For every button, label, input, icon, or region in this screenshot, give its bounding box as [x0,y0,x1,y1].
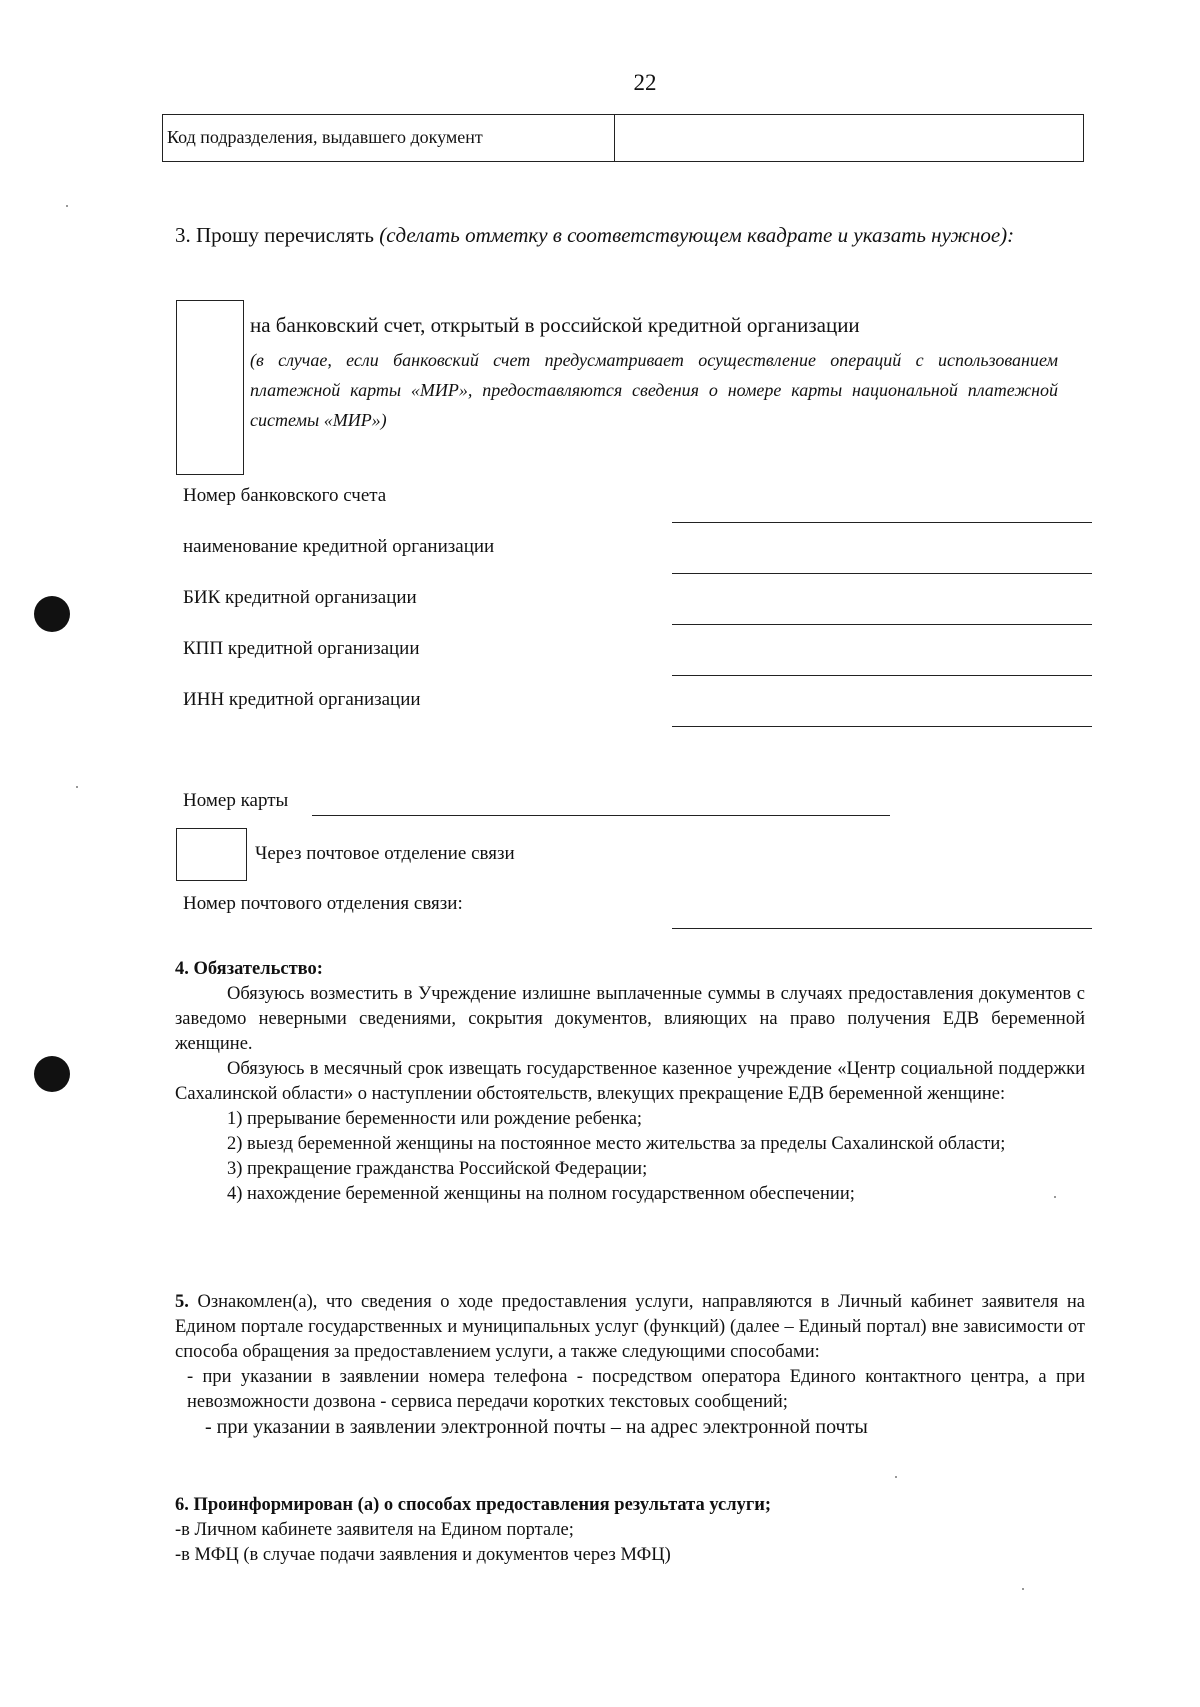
bank-name-input[interactable] [672,573,1092,574]
section-6-item: -в МФЦ (в случае подачи заявления и документов через МФЦ) [175,1545,671,1565]
section-6-item: -в Личном кабинете заявителя на Едином портале; [175,1520,574,1540]
issuing-unit-code-input[interactable] [615,115,1083,161]
scan-speck [76,786,78,788]
bank-account-number-label: Номер банковского счета [183,485,387,506]
section-4-paragraph-2: Обязуюсь в месячный срок извещать государственное казенное учреждение «Центр социальной поддержки Сахалинской области» о наступлении обстоятельств, влекущих прекращение ЕДВ беременной женщине: [175,1059,1085,1104]
section-5 [175,1290,1085,1440]
section-5-bullet-phone: - при указании в заявлении номера телефона - посредством оператора Единого контактного центра, а при невозможности дозвона - сервиса передачи коротких текстовых сообщений; [187,1367,1085,1412]
bank-account-number-input[interactable] [672,522,1092,523]
section-4-item: 1) прерывание беременности или рождение ребенка; [227,1109,643,1129]
section-5-text: Ознакомлен(а), что сведения о ходе предоставления услуги, направляются в Личный кабинет заявителя на Едином портале государственных и муниципальных услуг (функций) (далее – Единый портал) вне зависимости от способа обращения за предоставлением услуги, а также следующими способами: [175,1292,1085,1362]
card-number-label: Номер карты [183,790,289,811]
punch-hole-bottom [34,1056,70,1092]
scan-speck [66,205,68,207]
bank-account-option-note: (в случае, если банковский счет предусматривает осуществление операций с использованием платежной карты «МИР», предоставляются сведения о номере карты национальной платежной системы «МИР») [250,350,1058,430]
section-3-title: 3. Прошу перечислять [175,223,380,247]
page-number: 22 [633,70,657,95]
post-office-number-input[interactable] [672,928,1092,929]
bank-kpp-input[interactable] [672,675,1092,676]
section-6-title: 6. Проинформирован (а) о способах предоставления результата услуги; [175,1495,772,1515]
bank-bik-label: БИК кредитной организации [183,587,417,608]
section-4-title: 4. Обязательство: [175,959,323,979]
post-office-number-label: Номер почтового отделения связи: [183,893,463,914]
section-4-item: 2) выезд беременной женщины на постоянное место жительства за пределы Сахалинской области; [227,1134,1006,1154]
section-4-item: 3) прекращение гражданства Российской Федерации; [227,1159,648,1179]
section-6 [175,1493,1085,1568]
bank-inn-label: ИНН кредитной организации [183,689,421,710]
card-number-input[interactable] [312,815,890,816]
section-3-heading [175,222,1055,249]
bank-account-checkbox[interactable] [176,300,244,475]
issuing-unit-code-table [162,114,1084,162]
bank-bik-input[interactable] [672,624,1092,625]
post-office-option-label: Через почтовое отделение связи [255,843,515,864]
bank-inn-input[interactable] [672,726,1092,727]
scan-speck [895,1476,897,1478]
section-4-paragraph-1: Обязуюсь возместить в Учреждение излишне выплаченные суммы в случаях предоставления документов с заведомо неверными сведениями, сокрытия документов, влияющих на право получения ЕДВ беременной женщине. [175,984,1085,1054]
bank-name-label: наименование кредитной организации [183,536,495,557]
post-office-checkbox[interactable] [176,828,247,881]
section-5-paragraph [175,1290,1085,1365]
section-5-bullet-email: - при указании в заявлении электронной почты – на адрес электронной почты [205,1416,868,1438]
issuing-unit-code-label: Код подразделения, выдавшего документ [163,115,615,161]
bank-kpp-label: КПП кредитной организации [183,638,420,659]
section-3-instruction: (сделать отметку в соответствующем квадрате и указать нужное): [379,223,1015,247]
bank-account-option-label: на банковский счет, открытый в российской кредитной организации [250,313,860,337]
section-4-item: 4) нахождение беременной женщины на полном государственном обеспечении; [227,1184,855,1204]
section-4 [175,957,1085,1207]
punch-hole-top [34,596,70,632]
section-5-number: 5. [175,1292,189,1312]
scan-speck [1022,1588,1024,1590]
